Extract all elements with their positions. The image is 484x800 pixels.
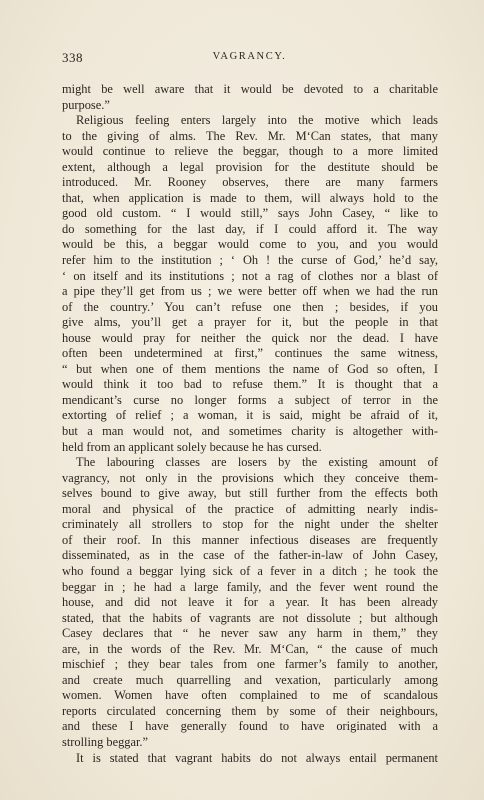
text-line: “ but when one of them mentions the name of God so often, I	[62, 361, 438, 376]
running-head	[62, 50, 437, 66]
text-line: of the country.’ You can’t refuse one then ; besides, if you	[62, 299, 438, 314]
running-title: VAGRANCY.	[212, 51, 287, 62]
text-line: refer him to the institution ; ‘ Oh ! the curse of God,’ he’d say,	[62, 253, 438, 268]
text-line: beggar in ; he had a large family, and the fever went round the	[62, 579, 438, 594]
page-number: 338	[62, 50, 83, 65]
text-line: disseminated, as in the case of the father-in-law of John Casey,	[62, 548, 438, 563]
text-line: stated, that the habits of vagrants are not dissolute ; but although	[62, 610, 438, 625]
text-line: but a man would not, and sometimes charity is altogether with-	[62, 424, 438, 439]
text-line: to the giving of alms. The Rev. Mr. M‘Can states, that many	[62, 128, 438, 143]
paragraph	[62, 751, 438, 767]
text-line: do something for the last day, if I could afford it. The way	[62, 221, 438, 236]
text-line: might be well aware that it would be devoted to a charitable	[62, 82, 438, 96]
text-line: a pipe they’ll get from us ; we were better off when we had the run	[62, 284, 438, 299]
text-line: purpose.”	[62, 97, 110, 112]
text-line: house would pray for neither the quick nor the dead. I have	[62, 330, 438, 345]
paragraph	[62, 82, 438, 113]
text-line: extorting of relief ; a woman, it is said, might be afraid of it,	[62, 408, 438, 423]
text-line: of their roof. In this manner infectious diseases are frequently	[62, 532, 438, 547]
text-line: held from an applicant solely because he has cursed.	[62, 439, 322, 454]
text-line: women. Women have often complained to me of scandalous	[62, 688, 438, 703]
text-line: ‘ on itself and its institutions ; not a rag of clothes nor a blast of	[62, 268, 438, 283]
text-line: would be this, a beggar would come to you, and you would	[62, 237, 438, 252]
text-line: vagrancy, not only in the provisions which they conceive them-	[62, 470, 438, 485]
text-line: and create much quarrelling and vexation, particularly among	[62, 672, 438, 687]
text-line: Casey declares that “ he never saw any harm in them,” they	[62, 626, 438, 641]
text-line: who found a beggar lying sick of a fever in a ditch ; he took the	[62, 563, 438, 578]
body-text	[62, 82, 438, 766]
paragraph	[62, 455, 438, 750]
text-line: often been undetermined at first,” continues the same witness,	[62, 346, 438, 361]
text-line: The labouring classes are losers by the existing amount of	[76, 455, 438, 470]
text-line: are, in the words of the Rev. Mr. M‘Can, “ the cause of much	[62, 641, 438, 656]
paragraph	[62, 113, 438, 455]
text-line: would continue to relieve the beggar, though to a more limited	[62, 144, 438, 159]
text-line: strolling beggar.”	[62, 734, 149, 749]
text-line: would think it too bad to refuse them.” It is thought that a	[62, 377, 438, 392]
text-line: selves bound to give away, but still further from the effects both	[62, 486, 438, 501]
text-line: good old custom. “ I would still,” says John Casey, “ like to	[62, 206, 438, 221]
text-line: introduced. Mr. Rooney observes, there are many farmers	[62, 175, 438, 190]
text-line: extent, although a legal provision for the destitute should be	[62, 159, 438, 174]
text-line: reports circulated concerning them by some of their neighbours,	[62, 703, 438, 718]
text-line: It is stated that vagrant habits do not always entail permanent	[76, 750, 438, 765]
text-line: give alms, you’ll get a prayer for it, but the people in that	[62, 315, 438, 330]
text-line: moral and physical of the practice of admitting nearly indis-	[62, 501, 438, 516]
text-line: criminately all strollers to stop for the night under the shelter	[62, 517, 438, 532]
text-line: that, when application is made to them, will always hold to the	[62, 190, 438, 205]
text-line: and these I have generally found to have originated with a	[62, 719, 438, 734]
text-line: house, and did not leave it for a year. It has been already	[62, 595, 438, 610]
text-line: mischief ; they bear tales from one farmer’s family to another,	[62, 657, 438, 672]
text-line: mendicant’s curse no longer forms a subject of terror in the	[62, 392, 438, 407]
text-line: Religious feeling enters largely into the motive which leads	[76, 113, 438, 128]
